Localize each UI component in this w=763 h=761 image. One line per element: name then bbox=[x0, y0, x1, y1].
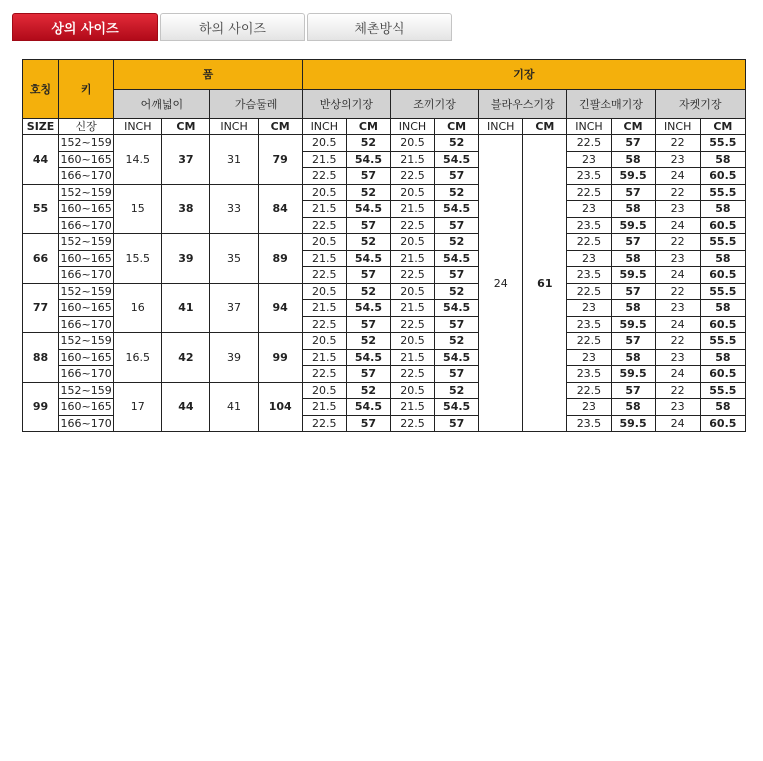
vest-inch-cell: 22.5 bbox=[390, 267, 434, 284]
tab-bottom-size[interactable]: 하의 사이즈 bbox=[160, 13, 305, 41]
jacket-inch-cell: 22 bbox=[655, 283, 700, 300]
short-top-inch-cell: 22.5 bbox=[302, 267, 346, 284]
vest-inch-cell: 22.5 bbox=[390, 366, 434, 383]
chest-cm-cell: 84 bbox=[258, 184, 302, 234]
jacket-inch-cell: 23 bbox=[655, 151, 700, 168]
subheader-blouse: 블라우스기장 bbox=[479, 90, 567, 119]
height-range-cell: 152~159 bbox=[60, 185, 112, 199]
vest-cm-cell: 52 bbox=[435, 234, 479, 251]
long-sleeve-cm-cell: 59.5 bbox=[611, 267, 655, 284]
vest-cm-cell: 54.5 bbox=[435, 300, 479, 317]
long-sleeve-inch-cell: 23.5 bbox=[567, 168, 611, 185]
size-cell: 88 bbox=[23, 333, 59, 383]
short-top-inch-cell: 22.5 bbox=[302, 366, 346, 383]
chest-inch-cell: 35 bbox=[210, 234, 258, 284]
jacket-inch-cell: 24 bbox=[655, 267, 700, 284]
short-top-cm-cell: 54.5 bbox=[346, 399, 390, 416]
long-sleeve-inch-cell: 23.5 bbox=[567, 316, 611, 333]
subheader-long-sleeve: 긴팔소매기장 bbox=[567, 90, 655, 119]
subheader-shoulder: 어깨넓이 bbox=[114, 90, 210, 119]
height-range-cell: 166~170 bbox=[60, 317, 112, 331]
chest-cm-cell: 104 bbox=[258, 382, 302, 432]
long-sleeve-inch-cell: 23 bbox=[567, 349, 611, 366]
chest-inch-cell: 39 bbox=[210, 333, 258, 383]
shoulder-cm-cell: 42 bbox=[162, 333, 210, 383]
vest-inch-cell: 20.5 bbox=[390, 333, 434, 350]
label-height-ko: 신장 bbox=[59, 119, 114, 135]
shoulder-cm-cell: 44 bbox=[162, 382, 210, 432]
long-sleeve-inch-cell: 22.5 bbox=[567, 283, 611, 300]
short-top-cm-cell: 52 bbox=[346, 283, 390, 300]
vest-inch-cell: 22.5 bbox=[390, 168, 434, 185]
long-sleeve-cm-cell: 59.5 bbox=[611, 316, 655, 333]
blouse-inch-cell: 24 bbox=[479, 135, 523, 432]
jacket-cm-cell: 58 bbox=[700, 151, 745, 168]
short-top-inch-cell: 20.5 bbox=[302, 234, 346, 251]
short-top-inch-cell: 21.5 bbox=[302, 399, 346, 416]
table-row bbox=[23, 234, 746, 251]
vest-cm-cell: 54.5 bbox=[435, 349, 479, 366]
short-top-cm-cell: 57 bbox=[346, 168, 390, 185]
jacket-cm-cell: 60.5 bbox=[700, 168, 745, 185]
height-range-cell: 166~170 bbox=[60, 218, 112, 232]
vest-cm-cell: 57 bbox=[435, 168, 479, 185]
height-range-cell: 160~165 bbox=[60, 350, 112, 364]
jacket-inch-cell: 23 bbox=[655, 300, 700, 317]
chest-cm-cell: 89 bbox=[258, 234, 302, 284]
chest-inch-cell: 31 bbox=[210, 135, 258, 185]
long-sleeve-inch-cell: 22.5 bbox=[567, 333, 611, 350]
height-range-cell: 152~159 bbox=[60, 235, 112, 249]
long-sleeve-cm-cell: 58 bbox=[611, 151, 655, 168]
jacket-cm-cell: 58 bbox=[700, 349, 745, 366]
header-size: 호칭 bbox=[23, 60, 59, 119]
jacket-inch-cell: 24 bbox=[655, 366, 700, 383]
short-top-inch-cell: 22.5 bbox=[302, 168, 346, 185]
jacket-cm-cell: 60.5 bbox=[700, 366, 745, 383]
subheader-short-top: 반상의기장 bbox=[302, 90, 390, 119]
short-top-cm-cell: 57 bbox=[346, 366, 390, 383]
long-sleeve-inch-cell: 23 bbox=[567, 300, 611, 317]
short-top-cm-cell: 57 bbox=[346, 217, 390, 234]
tab-top-size[interactable]: 상의 사이즈 bbox=[12, 13, 158, 41]
vest-inch-cell: 21.5 bbox=[390, 250, 434, 267]
size-cell: 99 bbox=[23, 382, 59, 432]
shoulder-inch-cell: 17 bbox=[114, 382, 162, 432]
short-top-cm-cell: 52 bbox=[346, 382, 390, 399]
vest-inch-cell: 22.5 bbox=[390, 415, 434, 432]
jacket-cm-cell: 60.5 bbox=[700, 217, 745, 234]
short-top-cm-cell: 57 bbox=[346, 415, 390, 432]
height-range-cell: 166~170 bbox=[60, 367, 112, 381]
size-cell: 44 bbox=[23, 135, 59, 185]
vest-cm-cell: 54.5 bbox=[435, 201, 479, 218]
vest-inch-cell: 21.5 bbox=[390, 151, 434, 168]
short-top-inch-cell: 20.5 bbox=[302, 184, 346, 201]
short-top-inch-cell: 21.5 bbox=[302, 250, 346, 267]
jacket-cm-cell: 55.5 bbox=[700, 184, 745, 201]
size-table bbox=[22, 59, 746, 432]
jacket-cm-cell: 55.5 bbox=[700, 333, 745, 350]
long-sleeve-cm-cell: 57 bbox=[611, 184, 655, 201]
table-row bbox=[23, 382, 746, 399]
height-range-cell: 152~159 bbox=[60, 383, 112, 397]
table-row bbox=[23, 283, 746, 300]
height-range-cell: 160~165 bbox=[60, 202, 112, 216]
unit-cm: CM bbox=[435, 119, 479, 135]
vest-inch-cell: 20.5 bbox=[390, 184, 434, 201]
vest-cm-cell: 57 bbox=[435, 217, 479, 234]
table-row bbox=[23, 135, 746, 152]
short-top-cm-cell: 54.5 bbox=[346, 201, 390, 218]
long-sleeve-inch-cell: 23 bbox=[567, 151, 611, 168]
height-range-cell: 160~165 bbox=[60, 400, 112, 414]
long-sleeve-cm-cell: 59.5 bbox=[611, 168, 655, 185]
unit-cm: CM bbox=[523, 119, 567, 135]
short-top-inch-cell: 21.5 bbox=[302, 300, 346, 317]
height-range-cell: 160~165 bbox=[60, 152, 112, 166]
jacket-cm-cell: 55.5 bbox=[700, 283, 745, 300]
unit-inch: INCH bbox=[210, 119, 258, 135]
vest-cm-cell: 54.5 bbox=[435, 399, 479, 416]
height-range-cell: 152~159 bbox=[60, 136, 112, 150]
vest-cm-cell: 57 bbox=[435, 267, 479, 284]
subheader-vest: 조끼기장 bbox=[390, 90, 478, 119]
size-cell: 55 bbox=[23, 184, 59, 234]
long-sleeve-inch-cell: 22.5 bbox=[567, 184, 611, 201]
jacket-inch-cell: 24 bbox=[655, 316, 700, 333]
shoulder-cm-cell: 37 bbox=[162, 135, 210, 185]
jacket-cm-cell: 58 bbox=[700, 399, 745, 416]
jacket-cm-cell: 55.5 bbox=[700, 234, 745, 251]
jacket-inch-cell: 24 bbox=[655, 168, 700, 185]
short-top-cm-cell: 57 bbox=[346, 267, 390, 284]
header-length: 기장 bbox=[302, 60, 745, 90]
long-sleeve-cm-cell: 58 bbox=[611, 349, 655, 366]
vest-inch-cell: 21.5 bbox=[390, 349, 434, 366]
short-top-cm-cell: 52 bbox=[346, 333, 390, 350]
jacket-inch-cell: 23 bbox=[655, 250, 700, 267]
height-range-cell: 166~170 bbox=[60, 416, 112, 430]
shoulder-cm-cell: 39 bbox=[162, 234, 210, 284]
unit-cm: CM bbox=[611, 119, 655, 135]
chest-cm-cell: 94 bbox=[258, 283, 302, 333]
unit-inch: INCH bbox=[655, 119, 700, 135]
shoulder-inch-cell: 14.5 bbox=[114, 135, 162, 185]
short-top-inch-cell: 21.5 bbox=[302, 201, 346, 218]
short-top-cm-cell: 54.5 bbox=[346, 250, 390, 267]
vest-inch-cell: 20.5 bbox=[390, 234, 434, 251]
long-sleeve-inch-cell: 23 bbox=[567, 201, 611, 218]
unit-cm: CM bbox=[346, 119, 390, 135]
short-top-cm-cell: 57 bbox=[346, 316, 390, 333]
vest-inch-cell: 21.5 bbox=[390, 399, 434, 416]
jacket-inch-cell: 23 bbox=[655, 201, 700, 218]
long-sleeve-inch-cell: 22.5 bbox=[567, 234, 611, 251]
long-sleeve-cm-cell: 58 bbox=[611, 250, 655, 267]
short-top-inch-cell: 20.5 bbox=[302, 382, 346, 399]
long-sleeve-cm-cell: 57 bbox=[611, 333, 655, 350]
vest-cm-cell: 52 bbox=[435, 382, 479, 399]
short-top-inch-cell: 22.5 bbox=[302, 415, 346, 432]
height-range-cell: 152~159 bbox=[60, 284, 112, 298]
long-sleeve-inch-cell: 23.5 bbox=[567, 267, 611, 284]
long-sleeve-inch-cell: 23 bbox=[567, 250, 611, 267]
subheader-jacket: 자켓기장 bbox=[655, 90, 745, 119]
jacket-inch-cell: 22 bbox=[655, 234, 700, 251]
vest-inch-cell: 22.5 bbox=[390, 217, 434, 234]
unit-inch: INCH bbox=[390, 119, 434, 135]
vest-inch-cell: 22.5 bbox=[390, 316, 434, 333]
header-width: 품 bbox=[114, 60, 303, 90]
jacket-inch-cell: 22 bbox=[655, 184, 700, 201]
vest-cm-cell: 57 bbox=[435, 415, 479, 432]
subheader-chest: 가슴둘레 bbox=[210, 90, 302, 119]
long-sleeve-cm-cell: 58 bbox=[611, 201, 655, 218]
short-top-cm-cell: 52 bbox=[346, 234, 390, 251]
shoulder-cm-cell: 41 bbox=[162, 283, 210, 333]
vest-cm-cell: 52 bbox=[435, 135, 479, 152]
size-cell: 66 bbox=[23, 234, 59, 284]
vest-cm-cell: 52 bbox=[435, 283, 479, 300]
long-sleeve-inch-cell: 23 bbox=[567, 399, 611, 416]
jacket-cm-cell: 60.5 bbox=[700, 316, 745, 333]
short-top-inch-cell: 21.5 bbox=[302, 349, 346, 366]
short-top-inch-cell: 20.5 bbox=[302, 135, 346, 152]
shoulder-inch-cell: 15.5 bbox=[114, 234, 162, 284]
table-row bbox=[23, 184, 746, 201]
shoulder-cm-cell: 38 bbox=[162, 184, 210, 234]
chest-inch-cell: 37 bbox=[210, 283, 258, 333]
jacket-inch-cell: 22 bbox=[655, 333, 700, 350]
unit-cm: CM bbox=[258, 119, 302, 135]
vest-cm-cell: 54.5 bbox=[435, 250, 479, 267]
short-top-inch-cell: 22.5 bbox=[302, 217, 346, 234]
jacket-inch-cell: 22 bbox=[655, 382, 700, 399]
shoulder-inch-cell: 15 bbox=[114, 184, 162, 234]
unit-cm: CM bbox=[700, 119, 745, 135]
chest-inch-cell: 33 bbox=[210, 184, 258, 234]
vest-cm-cell: 54.5 bbox=[435, 151, 479, 168]
jacket-inch-cell: 22 bbox=[655, 135, 700, 152]
long-sleeve-inch-cell: 22.5 bbox=[567, 135, 611, 152]
jacket-inch-cell: 24 bbox=[655, 415, 700, 432]
unit-cm: CM bbox=[162, 119, 210, 135]
vest-cm-cell: 57 bbox=[435, 366, 479, 383]
short-top-cm-cell: 52 bbox=[346, 184, 390, 201]
jacket-cm-cell: 55.5 bbox=[700, 382, 745, 399]
long-sleeve-cm-cell: 59.5 bbox=[611, 366, 655, 383]
short-top-cm-cell: 54.5 bbox=[346, 151, 390, 168]
long-sleeve-cm-cell: 57 bbox=[611, 135, 655, 152]
tab-measure-method[interactable]: 체촌방식 bbox=[307, 13, 452, 41]
size-cell: 77 bbox=[23, 283, 59, 333]
long-sleeve-inch-cell: 22.5 bbox=[567, 382, 611, 399]
jacket-cm-cell: 58 bbox=[700, 201, 745, 218]
long-sleeve-cm-cell: 57 bbox=[611, 382, 655, 399]
long-sleeve-cm-cell: 59.5 bbox=[611, 217, 655, 234]
chest-inch-cell: 41 bbox=[210, 382, 258, 432]
unit-inch: INCH bbox=[302, 119, 346, 135]
vest-cm-cell: 52 bbox=[435, 184, 479, 201]
jacket-cm-cell: 58 bbox=[700, 300, 745, 317]
jacket-cm-cell: 60.5 bbox=[700, 267, 745, 284]
height-range-cell: 160~165 bbox=[60, 251, 112, 265]
jacket-cm-cell: 58 bbox=[700, 250, 745, 267]
height-range-cell: 160~165 bbox=[60, 301, 112, 315]
vest-cm-cell: 57 bbox=[435, 316, 479, 333]
unit-inch: INCH bbox=[567, 119, 611, 135]
long-sleeve-cm-cell: 58 bbox=[611, 399, 655, 416]
vest-cm-cell: 52 bbox=[435, 333, 479, 350]
short-top-cm-cell: 54.5 bbox=[346, 300, 390, 317]
jacket-inch-cell: 23 bbox=[655, 399, 700, 416]
header-height: 키 bbox=[59, 60, 114, 119]
blouse-cm-cell: 61 bbox=[523, 135, 567, 432]
short-top-inch-cell: 22.5 bbox=[302, 316, 346, 333]
short-top-inch-cell: 20.5 bbox=[302, 333, 346, 350]
short-top-cm-cell: 54.5 bbox=[346, 349, 390, 366]
vest-inch-cell: 20.5 bbox=[390, 382, 434, 399]
height-range-cell: 166~170 bbox=[60, 169, 112, 183]
long-sleeve-inch-cell: 23.5 bbox=[567, 217, 611, 234]
vest-inch-cell: 21.5 bbox=[390, 201, 434, 218]
shoulder-inch-cell: 16 bbox=[114, 283, 162, 333]
long-sleeve-cm-cell: 58 bbox=[611, 300, 655, 317]
unit-inch: INCH bbox=[479, 119, 523, 135]
chest-cm-cell: 79 bbox=[258, 135, 302, 185]
short-top-inch-cell: 21.5 bbox=[302, 151, 346, 168]
vest-inch-cell: 20.5 bbox=[390, 135, 434, 152]
long-sleeve-cm-cell: 57 bbox=[611, 234, 655, 251]
jacket-cm-cell: 55.5 bbox=[700, 135, 745, 152]
size-table-body bbox=[23, 135, 746, 432]
table-row bbox=[23, 333, 746, 350]
long-sleeve-cm-cell: 59.5 bbox=[611, 415, 655, 432]
height-range-cell: 166~170 bbox=[60, 268, 112, 282]
long-sleeve-inch-cell: 23.5 bbox=[567, 415, 611, 432]
vest-inch-cell: 20.5 bbox=[390, 283, 434, 300]
vest-inch-cell: 21.5 bbox=[390, 300, 434, 317]
short-top-inch-cell: 20.5 bbox=[302, 283, 346, 300]
jacket-inch-cell: 24 bbox=[655, 217, 700, 234]
jacket-cm-cell: 60.5 bbox=[700, 415, 745, 432]
label-size-en: SIZE bbox=[23, 119, 59, 135]
shoulder-inch-cell: 16.5 bbox=[114, 333, 162, 383]
unit-inch: INCH bbox=[114, 119, 162, 135]
jacket-inch-cell: 23 bbox=[655, 349, 700, 366]
chest-cm-cell: 99 bbox=[258, 333, 302, 383]
long-sleeve-inch-cell: 23.5 bbox=[567, 366, 611, 383]
long-sleeve-cm-cell: 57 bbox=[611, 283, 655, 300]
short-top-cm-cell: 52 bbox=[346, 135, 390, 152]
height-range-cell: 152~159 bbox=[60, 334, 112, 348]
